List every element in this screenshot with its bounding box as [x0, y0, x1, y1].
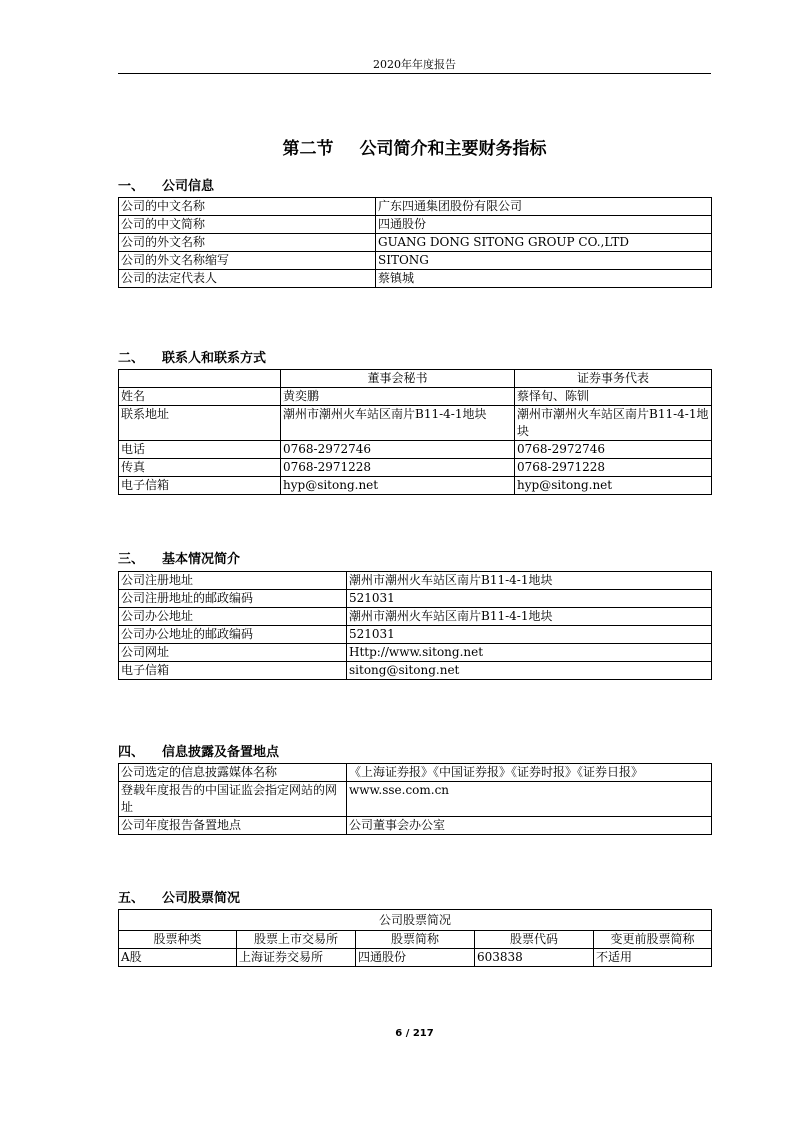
cell-header: 股票代码 [475, 931, 594, 949]
cell-value: 四通股份 [376, 216, 712, 234]
cell-value: 0768-2971228 [281, 459, 515, 477]
cell-header [119, 370, 281, 388]
stock-table [118, 909, 712, 967]
table-row [119, 590, 712, 608]
cell-value: 公司董事会办公室 [347, 817, 712, 835]
cell-label: 公司的中文名称 [119, 198, 376, 216]
page-number: 6 / 217 [395, 1028, 434, 1039]
heading-text: 信息披露及备置地点 [162, 745, 280, 760]
heading-number: 二、 [118, 351, 145, 366]
table-row [119, 662, 712, 680]
table-row [119, 817, 712, 835]
table-row [119, 216, 712, 234]
cell-value: 广东四通集团股份有限公司 [376, 198, 712, 216]
cell-label: 公司选定的信息披露媒体名称 [119, 764, 347, 782]
disclosure-table [118, 763, 712, 835]
cell-label: 公司办公地址 [119, 608, 347, 626]
cell-value: 不适用 [594, 949, 712, 967]
cell-value: GUANG DONG SITONG GROUP CO.,LTD [376, 234, 712, 252]
cell-header: 证券事务代表 [515, 370, 712, 388]
table-row [119, 459, 712, 477]
header-divider [118, 73, 711, 74]
heading-stock [118, 887, 240, 906]
company-info-table [118, 197, 712, 288]
cell-label: 公司的法定代表人 [119, 270, 376, 288]
page-header: 2020年年度报告 [373, 58, 456, 71]
cell-value: hyp@sitong.net [515, 477, 712, 495]
cell-value: 潮州市潮州火车站区南片B11-4-1地块 [347, 572, 712, 590]
cell-value: 603838 [475, 949, 594, 967]
cell-label: 电子信箱 [119, 477, 281, 495]
table-header-row [119, 370, 712, 388]
table-row [119, 782, 712, 817]
cell-value: 521031 [347, 590, 712, 608]
cell-value: hyp@sitong.net [281, 477, 515, 495]
heading-text: 公司信息 [162, 179, 215, 194]
cell-value: 潮州市潮州火车站区南片B11-4-1地块 [347, 608, 712, 626]
cell-label: 公司办公地址的邮政编码 [119, 626, 347, 644]
heading-number: 三、 [118, 552, 145, 567]
cell-value: www.sse.com.cn [347, 782, 712, 817]
cell-header: 变更前股票简称 [594, 931, 712, 949]
cell-label: 传真 [119, 459, 281, 477]
heading-number: 五、 [118, 891, 145, 906]
basic-info-table [118, 571, 712, 680]
cell-header: 股票简称 [356, 931, 475, 949]
cell-label: 电话 [119, 441, 281, 459]
cell-value: 0768-2972746 [515, 441, 712, 459]
heading-text: 公司股票简况 [162, 891, 241, 906]
cell-label: 公司网址 [119, 644, 347, 662]
cell-header: 董事会秘书 [281, 370, 515, 388]
table-header-row [119, 931, 712, 949]
cell-value: 0768-2972746 [281, 441, 515, 459]
heading-text: 基本情况简介 [162, 552, 241, 567]
cell-value: 《上海证券报》《中国证券报》《证券时报》《证券日报》 [347, 764, 712, 782]
heading-disclosure [118, 741, 279, 760]
cell-value: 蔡怿旬、陈钏 [515, 388, 712, 406]
heading-basic-info [118, 548, 240, 567]
table-row [119, 949, 712, 967]
heading-text: 联系人和联系方式 [162, 351, 267, 366]
table-row [119, 626, 712, 644]
table-row [119, 477, 712, 495]
table-row [119, 608, 712, 626]
heading-number: 四、 [118, 745, 145, 760]
cell-label: 登载年度报告的中国证监会指定网站的网址 [119, 782, 347, 817]
section-title [118, 134, 711, 159]
heading-contacts [118, 347, 266, 366]
table-caption-row [119, 910, 712, 931]
cell-value: 上海证券交易所 [237, 949, 356, 967]
table-row [119, 252, 712, 270]
section-number: 第二节 [282, 139, 334, 159]
table-row [119, 406, 712, 441]
cell-caption: 公司股票简况 [119, 910, 712, 931]
section-name: 公司简介和主要财务指标 [359, 139, 547, 159]
heading-number: 一、 [118, 179, 145, 194]
cell-value: sitong@sitong.net [347, 662, 712, 680]
cell-value: SITONG [376, 252, 712, 270]
cell-value: 四通股份 [356, 949, 475, 967]
contacts-table [118, 369, 712, 495]
cell-label: 联系地址 [119, 406, 281, 441]
cell-label: 公司年度报告备置地点 [119, 817, 347, 835]
cell-value: Http://www.sitong.net [347, 644, 712, 662]
table-row [119, 441, 712, 459]
heading-company-info [118, 175, 214, 194]
cell-label: 公司注册地址的邮政编码 [119, 590, 347, 608]
table-row [119, 572, 712, 590]
cell-label: 公司的中文简称 [119, 216, 376, 234]
cell-value: 黄奕鹏 [281, 388, 515, 406]
cell-label: 姓名 [119, 388, 281, 406]
table-row [119, 270, 712, 288]
cell-label: 公司注册地址 [119, 572, 347, 590]
cell-value: 潮州市潮州火车站区南片B11-4-1地块 [515, 406, 712, 441]
cell-value: 0768-2971228 [515, 459, 712, 477]
cell-label: 公司的外文名称 [119, 234, 376, 252]
cell-value: 蔡镇城 [376, 270, 712, 288]
cell-value: 521031 [347, 626, 712, 644]
table-row [119, 764, 712, 782]
cell-label: 公司的外文名称缩写 [119, 252, 376, 270]
table-row [119, 234, 712, 252]
cell-value: A股 [119, 949, 237, 967]
cell-header: 股票上市交易所 [237, 931, 356, 949]
cell-label: 电子信箱 [119, 662, 347, 680]
cell-value: 潮州市潮州火车站区南片B11-4-1地块 [281, 406, 515, 441]
cell-header: 股票种类 [119, 931, 237, 949]
table-row [119, 388, 712, 406]
table-row [119, 198, 712, 216]
table-row [119, 644, 712, 662]
